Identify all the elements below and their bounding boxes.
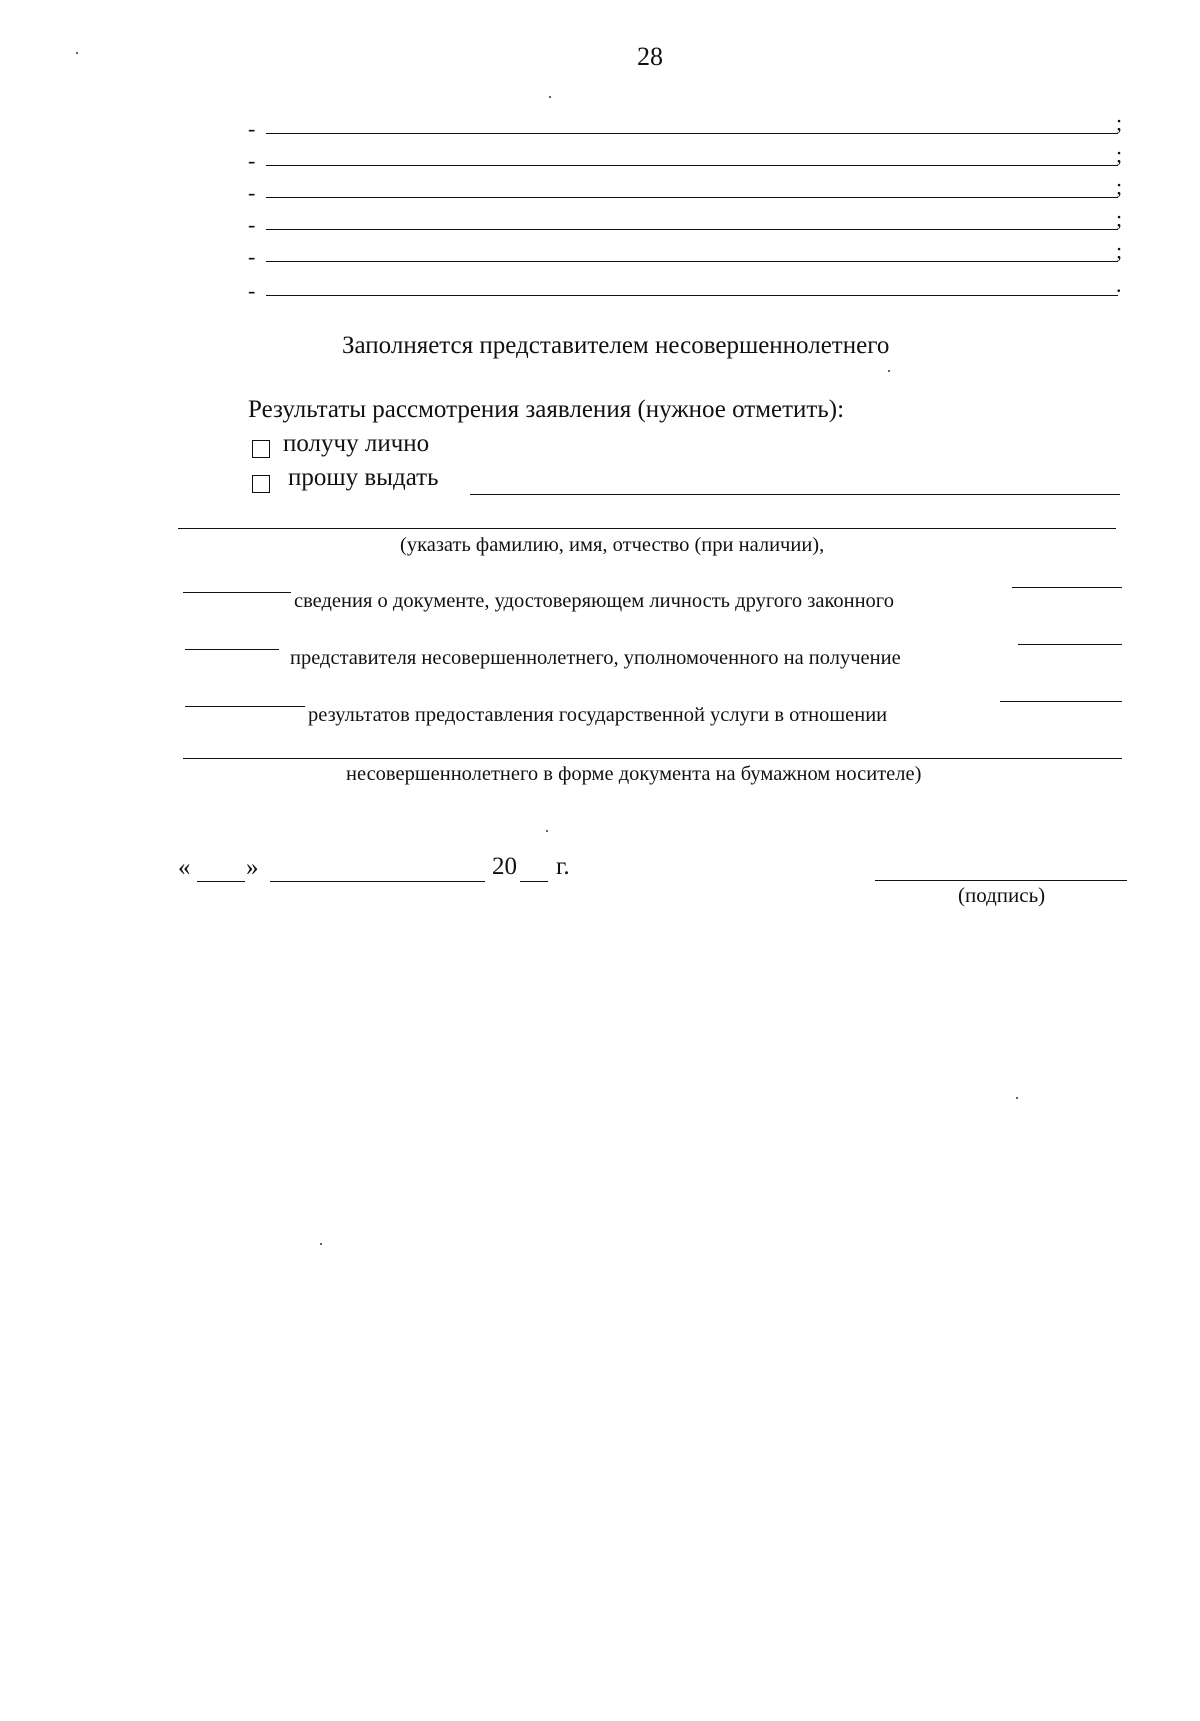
recipient-fill-line[interactable] xyxy=(1012,587,1122,588)
list-item-end: ; xyxy=(1116,238,1123,263)
scan-speck xyxy=(888,370,890,372)
fill-line[interactable] xyxy=(266,133,1118,134)
list-item-end: . xyxy=(1116,272,1122,297)
recipient-fill-line[interactable] xyxy=(185,649,279,650)
recipient-fill-line[interactable] xyxy=(1000,701,1122,702)
list-item-end: ; xyxy=(1116,206,1123,231)
scan-speck xyxy=(1016,1097,1018,1099)
fill-line[interactable] xyxy=(266,229,1118,230)
scan-speck xyxy=(546,830,548,832)
signature-line[interactable] xyxy=(875,880,1127,881)
scan-speck xyxy=(549,96,551,98)
list-dash: - xyxy=(248,278,256,303)
recipient-fill-line[interactable] xyxy=(183,592,291,593)
scan-speck xyxy=(320,1243,322,1245)
option-personal-label: получу лично xyxy=(283,430,430,457)
list-item-end: ; xyxy=(1116,174,1123,199)
list-dash: - xyxy=(248,180,256,205)
fill-line[interactable] xyxy=(266,165,1118,166)
option-issue-label: прошу выдать xyxy=(288,464,439,491)
caption-line: представителя несовершеннолетнего, уполномоченного на получение xyxy=(290,647,901,669)
page-number: 28 xyxy=(637,42,663,71)
year-prefix: 20 xyxy=(492,853,517,880)
list-dash: - xyxy=(248,244,256,269)
fill-line[interactable] xyxy=(266,261,1118,262)
date-open-quote: « xyxy=(178,854,191,881)
recipient-fill-line[interactable] xyxy=(1018,644,1122,645)
scan-speck xyxy=(76,52,78,54)
month-line[interactable] xyxy=(270,881,485,882)
results-heading: Результаты рассмотрения заявления (нужное отметить): xyxy=(248,396,845,423)
list-item-end: ; xyxy=(1116,110,1123,135)
date-close-quote: » xyxy=(246,854,259,881)
list-dash: - xyxy=(248,212,256,237)
year-suffix: г. xyxy=(556,853,570,880)
option-personal-checkbox[interactable] xyxy=(252,440,270,458)
caption-line: сведения о документе, удостоверяющем личность другого законного xyxy=(294,590,894,612)
day-line[interactable] xyxy=(197,881,245,882)
signature-caption: (подпись) xyxy=(958,883,1046,907)
list-dash: - xyxy=(248,148,256,173)
recipient-fill-line[interactable] xyxy=(183,758,1122,759)
caption-line: (указать фамилию, имя, отчество (при наличии), xyxy=(400,534,825,556)
fill-line[interactable] xyxy=(266,197,1118,198)
section-subheading: Заполняется представителем несовершеннолетнего xyxy=(342,332,890,359)
list-item-end: ; xyxy=(1116,142,1123,167)
recipient-fill-line[interactable] xyxy=(178,528,1116,529)
fill-line[interactable] xyxy=(266,295,1118,296)
year-line[interactable] xyxy=(520,881,548,882)
recipient-fill-line[interactable] xyxy=(185,706,305,707)
caption-line: результатов предоставления государственной услуги в отношении xyxy=(308,704,888,726)
list-dash: - xyxy=(248,116,256,141)
caption-line: несовершеннолетнего в форме документа на бумажном носителе) xyxy=(346,763,922,785)
option-issue-checkbox[interactable] xyxy=(252,475,270,493)
issue-recipient-line[interactable] xyxy=(470,494,1120,495)
